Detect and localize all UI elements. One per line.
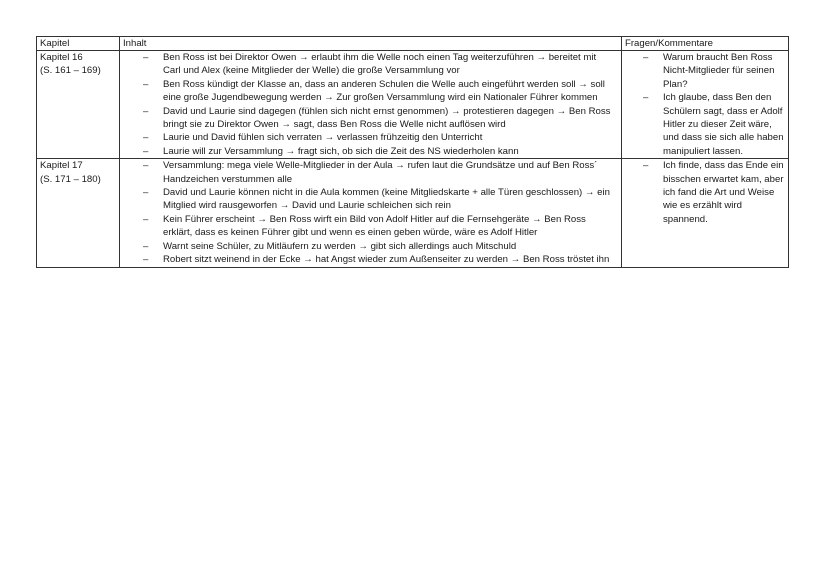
- list-item-text: Versammlung: mega viele Welle-Mitglieder in der Aula → rufen laut die Grundsätze und auf Ben Ross´ Handzeichen verstummen alle: [163, 160, 598, 185]
- content-list: [123, 159, 621, 266]
- list-item-text: Ben Ross ist bei Direktor Owen → erlaubt ihm die Welle noch einen Tag weiterzuführen → bereitet mit Carl und Alex (keine Mitglieder der Welle) die große Versammlung vor: [163, 52, 597, 77]
- list-item-text: Robert sitzt weinend in der Ecke → hat Angst wieder zum Außenseiter zu werden → Ben Ross tröstet ihn: [163, 254, 610, 266]
- list-item: [625, 159, 788, 226]
- chapter-cell: [37, 159, 120, 267]
- list-item-text: David und Laurie können nicht in die Aula kommen (keine Mitgliedskarte + alle Türen geschlossen) → ein Mitglied wird rausgeworfen → David und Laurie schleichen sich rein: [163, 187, 610, 212]
- content-list: [123, 51, 621, 158]
- header-kapitel: Kapitel: [37, 37, 120, 51]
- chapter-pages: (S. 171 – 180): [40, 173, 101, 185]
- list-item: [123, 105, 621, 132]
- list-item: [123, 186, 621, 213]
- list-item-text: Laurie will zur Versammlung → fragt sich, ob sich die Zeit des NS wiederholen kann: [163, 145, 519, 157]
- list-item-text: Warum braucht Ben Ross Nicht-Mitglieder für seinen Plan?: [663, 52, 775, 90]
- dash-bullet: –: [643, 160, 649, 172]
- table-row: [37, 51, 789, 159]
- list-item: [123, 145, 621, 158]
- list-item-text: Kein Führer erscheint → Ben Ross wirft ein Bild von Adolf Hitler auf die Fernsehgeräte → Ben Ross erklärt, dass es keinen Führer gibt und wenn es einen geben würde, wäre es Adolf Hitler: [163, 213, 586, 239]
- chapter-cell: [37, 51, 120, 159]
- comment-cell: [622, 51, 789, 159]
- list-item-text: Ich glaube, dass Ben den Schülern sagt, dass er Adolf Hitler zu dieser Zeit wäre, und dass sie sich alle haben manipuliert lassen.: [663, 92, 784, 157]
- list-item-text: David und Laurie sind dagegen (fühlen sich nicht ernst genommen) → protestieren dagegen → Ben Ross bringt sie zu Direktor Owen → sagt, dass Ben Ross die Welle nicht auflösen wird: [163, 105, 611, 131]
- list-item-text: Laurie und David fühlen sich verraten → verlassen frühzeitig den Unterricht: [163, 132, 483, 144]
- list-item: [123, 159, 621, 186]
- dash-bullet: –: [143, 132, 149, 144]
- list-item: [123, 240, 621, 253]
- list-item: [625, 51, 788, 91]
- dash-bullet: –: [143, 145, 149, 157]
- chapter-summary-table: [36, 36, 789, 268]
- list-item: [123, 78, 621, 105]
- list-item: [625, 91, 788, 158]
- dash-bullet: –: [143, 254, 149, 266]
- list-item: [123, 51, 621, 78]
- list-item: [123, 131, 621, 144]
- list-item-text: Ich finde, dass das Ende ein bisschen erwartet kam, aber ich fand die Art und Weise wie es erzählt wird spannend.: [663, 160, 784, 225]
- dash-bullet: –: [143, 213, 149, 225]
- dash-bullet: –: [643, 52, 649, 63]
- list-item: [123, 253, 621, 266]
- dash-bullet: –: [643, 92, 649, 104]
- content-cell: [120, 159, 622, 267]
- chapter-title: Kapitel 17: [40, 160, 83, 172]
- dash-bullet: –: [143, 160, 149, 172]
- chapter-title: Kapitel 16: [40, 52, 83, 63]
- table-row: [37, 159, 789, 267]
- comment-cell: [622, 159, 789, 267]
- dash-bullet: –: [143, 187, 149, 199]
- dash-bullet: –: [143, 78, 149, 90]
- comment-list: [625, 159, 788, 226]
- list-item: [123, 213, 621, 240]
- dash-bullet: –: [143, 52, 149, 63]
- dash-bullet: –: [143, 105, 149, 117]
- list-item-text: Warnt seine Schüler, zu Mitläufern zu werden → gibt sich allerdings auch Mitschuld: [163, 240, 517, 252]
- content-cell: [120, 51, 622, 159]
- table-header-row: [37, 37, 789, 51]
- list-item-text: Ben Ross kündigt der Klasse an, dass an anderen Schulen die Welle auch eingeführt werden soll → soll eine große Jugendbewegung werden → Zur großen Versammlung wird ein Nationaler Führer kommen: [163, 78, 605, 104]
- chapter-pages: (S. 161 – 169): [40, 65, 101, 77]
- header-inhalt: Inhalt: [120, 37, 622, 51]
- dash-bullet: –: [143, 240, 149, 252]
- header-fragen: Fragen/Kommentare: [622, 37, 789, 51]
- comment-list: [625, 51, 788, 158]
